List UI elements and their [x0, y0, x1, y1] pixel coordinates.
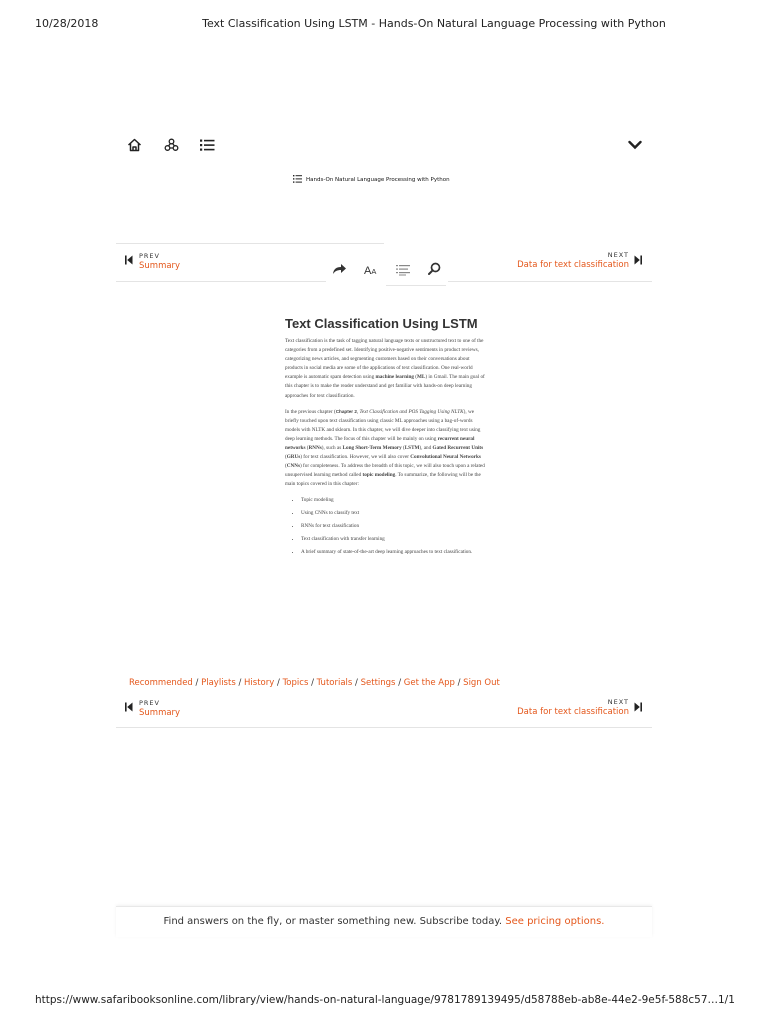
- pricing-link[interactable]: See pricing options.: [505, 916, 605, 927]
- list-item: • RNNs for text classification: [301, 522, 485, 531]
- chapter-link[interactable]: Chapter 2: [335, 408, 357, 414]
- next-link[interactable]: Data for text classification: [517, 707, 629, 717]
- divider: [116, 281, 326, 282]
- divider: [116, 727, 652, 728]
- footer-links: Recommended / Playlists / History / Topics / Tutorials / Settings / Get the App / Sign Out: [129, 678, 500, 688]
- footer-link-topics[interactable]: Topics: [282, 678, 309, 688]
- divider: [386, 285, 446, 286]
- next-icon[interactable]: [634, 702, 642, 712]
- article-paragraph: In the previous chapter (Chapter 2, Text Classification and POS Tagging Using NLTK), we briefly touched upon text classification using classic ML approaches using a bag-of-words models with NLTK and sklearn. In this chapter, we will dive deeper into classifying text using deep learning methods. The focus of this chapter will be mainly on using recurrent neural networks (RNNs), such as Long Short-Term Memory (LSTM), and Gated Recurrent Units (GRUs) for text classification. However, we will also cover Convolutional Neural Networks (CNNs) for completeness. To address the breadth of this topic, we will also touch upon a related unsupervised learning method called topic modeling. To summarize, the following will be the main topics covered in this chapter:: [285, 408, 485, 488]
- print-title: Text Classification Using LSTM - Hands-On Natural Language Processing with Python: [202, 17, 666, 30]
- list-item: • Text classification with transfer learning: [301, 535, 485, 544]
- footer-link-settings[interactable]: Settings: [360, 678, 396, 688]
- prev-link[interactable]: Summary: [139, 261, 181, 271]
- next-link[interactable]: Data for text classification: [517, 260, 629, 270]
- subscribe-banner: [116, 906, 652, 937]
- prev-link[interactable]: Summary: [139, 708, 181, 718]
- topic-list: [285, 496, 485, 557]
- list-item: • Topic modeling: [301, 496, 485, 505]
- list-item: • Using CNNs to classify text: [301, 509, 485, 518]
- next-icon[interactable]: [634, 255, 642, 265]
- next-label: NEXT: [607, 251, 629, 259]
- print-page-number: 1/1: [718, 994, 735, 1006]
- chevron-down-icon[interactable]: [628, 140, 642, 150]
- prev-label: PREV: [139, 252, 160, 260]
- search-icon[interactable]: [428, 262, 441, 275]
- subscribe-text: Find answers on the fly, or master something new. Subscribe today.: [163, 916, 506, 927]
- toc-icon[interactable]: [396, 264, 410, 276]
- prev-label: PREV: [139, 699, 160, 707]
- divider: [448, 281, 652, 282]
- breadcrumb[interactable]: [293, 175, 450, 185]
- book-title: Hands-On Natural Language Processing with Python: [306, 177, 450, 183]
- prev-icon[interactable]: [125, 255, 133, 265]
- article: [285, 316, 485, 561]
- footer-link-sign-out[interactable]: Sign Out: [463, 678, 500, 688]
- print-date: 10/28/2018: [35, 17, 99, 30]
- list-item: • A brief summary of state-of-the-art deep learning approaches to text classification.: [301, 548, 485, 557]
- footer-link-playlists[interactable]: Playlists: [201, 678, 236, 688]
- article-title: Text Classification Using LSTM: [285, 316, 478, 331]
- next-label: NEXT: [607, 698, 629, 706]
- network-icon[interactable]: [164, 138, 179, 152]
- footer-link-tutorials[interactable]: Tutorials: [316, 678, 353, 688]
- footer-link-history[interactable]: History: [244, 678, 275, 688]
- print-url: https://www.safaribooksonline.com/library/view/hands-on-natural-language/9781789139495/d58788eb-ab8e-44e2-9e5f-588c57…: [35, 994, 719, 1006]
- footer-link-get-the-app[interactable]: Get the App: [403, 678, 455, 688]
- divider: [116, 243, 384, 244]
- article-paragraph: Text classification is the task of tagging natural language texts or unstructured text to one of the categories from a predefined set. Identifying positive-negative sentiments in product reviews, categorizing news articles, and segmenting customers based on their conversations about products in social media are some of the applications of text classification. One real-world example is automatic spam detection using machine learning (ML) in Gmail. The main goal of this chapter is to make the reader understand and get familiar with hands-on deep learning approaches for text classification.: [285, 338, 485, 399]
- list-icon: [293, 175, 302, 185]
- font-size-icon[interactable]: AA: [364, 265, 377, 277]
- share-icon[interactable]: [332, 263, 347, 275]
- home-icon[interactable]: [127, 138, 142, 152]
- prev-icon[interactable]: [125, 702, 133, 712]
- list-icon[interactable]: [200, 139, 215, 151]
- footer-link-recommended[interactable]: Recommended: [129, 678, 193, 688]
